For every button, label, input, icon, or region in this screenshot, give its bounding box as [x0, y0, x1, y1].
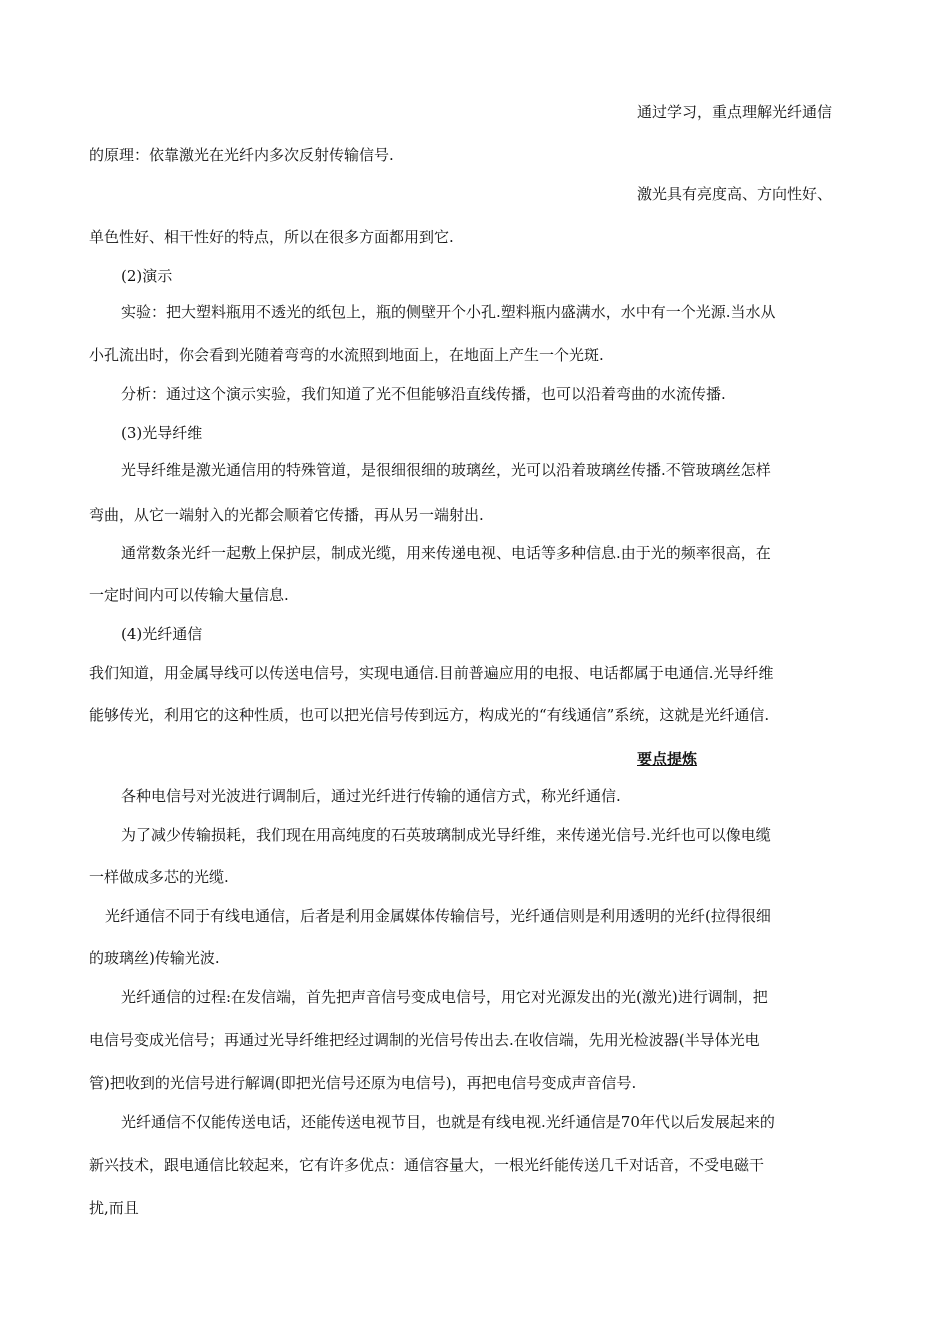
fiber-para-1-line-2: 弯曲，从它一端射入的光都会顺着它传播，再从另一端射出.	[89, 506, 484, 524]
key-para-1: 各种电信号对光波进行调制后，通过光纤进行传输的通信方式，称光纤通信.	[121, 787, 621, 805]
fiber-para-2-line-1: 通常数条光纤一起敷上保护层，制成光缆，用来传递电视、电话等多种信息.由于光的频率很高，在	[121, 544, 771, 562]
section-2-title: (2)演示	[121, 267, 173, 285]
comm-para-line-1: 我们知道，用金属导线可以传送电信号，实现电通信.目前普遍应用的电报、电话都属于电通信.光导纤维	[89, 664, 774, 682]
intro-line-1: 通过学习，重点理解光纤通信	[637, 103, 833, 121]
key-para-5-line-2: 新兴技术，跟电通信比较起来，它有许多优点：通信容量大，一根光纤能传送几千对话音，不受电磁干	[89, 1156, 765, 1174]
intro-line-2: 的原理：依靠激光在光纤内多次反射传输信号.	[89, 146, 394, 164]
key-points-heading: 要点提炼	[637, 750, 698, 768]
key-para-3-line-2: 的玻璃丝)传输光波.	[89, 949, 220, 967]
comm-para-line-2: 能够传光，利用它的这种性质，也可以把光信号传到远方，构成光的“有线通信”系统，这就是光纤通信.	[89, 706, 770, 724]
key-para-5-line-1: 光纤通信不仅能传送电话，还能传送电视节目，也就是有线电视.光纤通信是70年代以后发展起来的	[121, 1113, 775, 1131]
fiber-para-1-line-1: 光导纤维是激光通信用的特殊管道，是很细很细的玻璃丝，光可以沿着玻璃丝传播.不管玻璃丝怎样	[121, 461, 771, 479]
key-para-4-line-3: 管)把收到的光信号进行解调(即把光信号还原为电信号)，再把电信号变成声音信号.	[89, 1074, 637, 1092]
section-3-title: (3)光导纤维	[121, 424, 203, 442]
experiment-line-2: 小孔流出时，你会看到光随着弯弯的水流照到地面上，在地面上产生一个光斑.	[89, 346, 604, 364]
key-para-3-line-1: 光纤通信不同于有线电通信，后者是利用金属媒体传输信号，光纤通信则是利用透明的光纤(拉得很细	[105, 907, 771, 925]
section-4-title: (4)光纤通信	[121, 625, 203, 643]
intro-line-3: 激光具有亮度高、方向性好、	[637, 185, 833, 203]
key-para-4-line-2: 电信号变成光信号；再通过光导纤维把经过调制的光信号传出去.在收信端，先用光检波器(半导体光电	[89, 1031, 760, 1049]
key-para-2-line-2: 一样做成多芯的光缆.	[89, 868, 229, 886]
fiber-para-2-line-2: 一定时间内可以传输大量信息.	[89, 586, 289, 604]
experiment-line-1: 实验：把大塑料瓶用不透光的纸包上，瓶的侧壁开个小孔.塑料瓶内盛满水，水中有一个光源.当水从	[121, 303, 776, 321]
analysis-line: 分析：通过这个演示实验，我们知道了光不但能够沿直线传播，也可以沿着弯曲的水流传播.	[121, 385, 726, 403]
key-para-4-line-1: 光纤通信的过程:在发信端，首先把声音信号变成电信号，用它对光源发出的光(激光)进行调制，把	[121, 988, 768, 1006]
key-para-2-line-1: 为了减少传输损耗，我们现在用高纯度的石英玻璃制成光导纤维，来传递光信号.光纤也可以像电缆	[121, 826, 771, 844]
key-para-5-line-3: 扰,而且	[89, 1199, 139, 1217]
intro-line-4: 单色性好、相干性好的特点，所以在很多方面都用到它.	[89, 228, 454, 246]
